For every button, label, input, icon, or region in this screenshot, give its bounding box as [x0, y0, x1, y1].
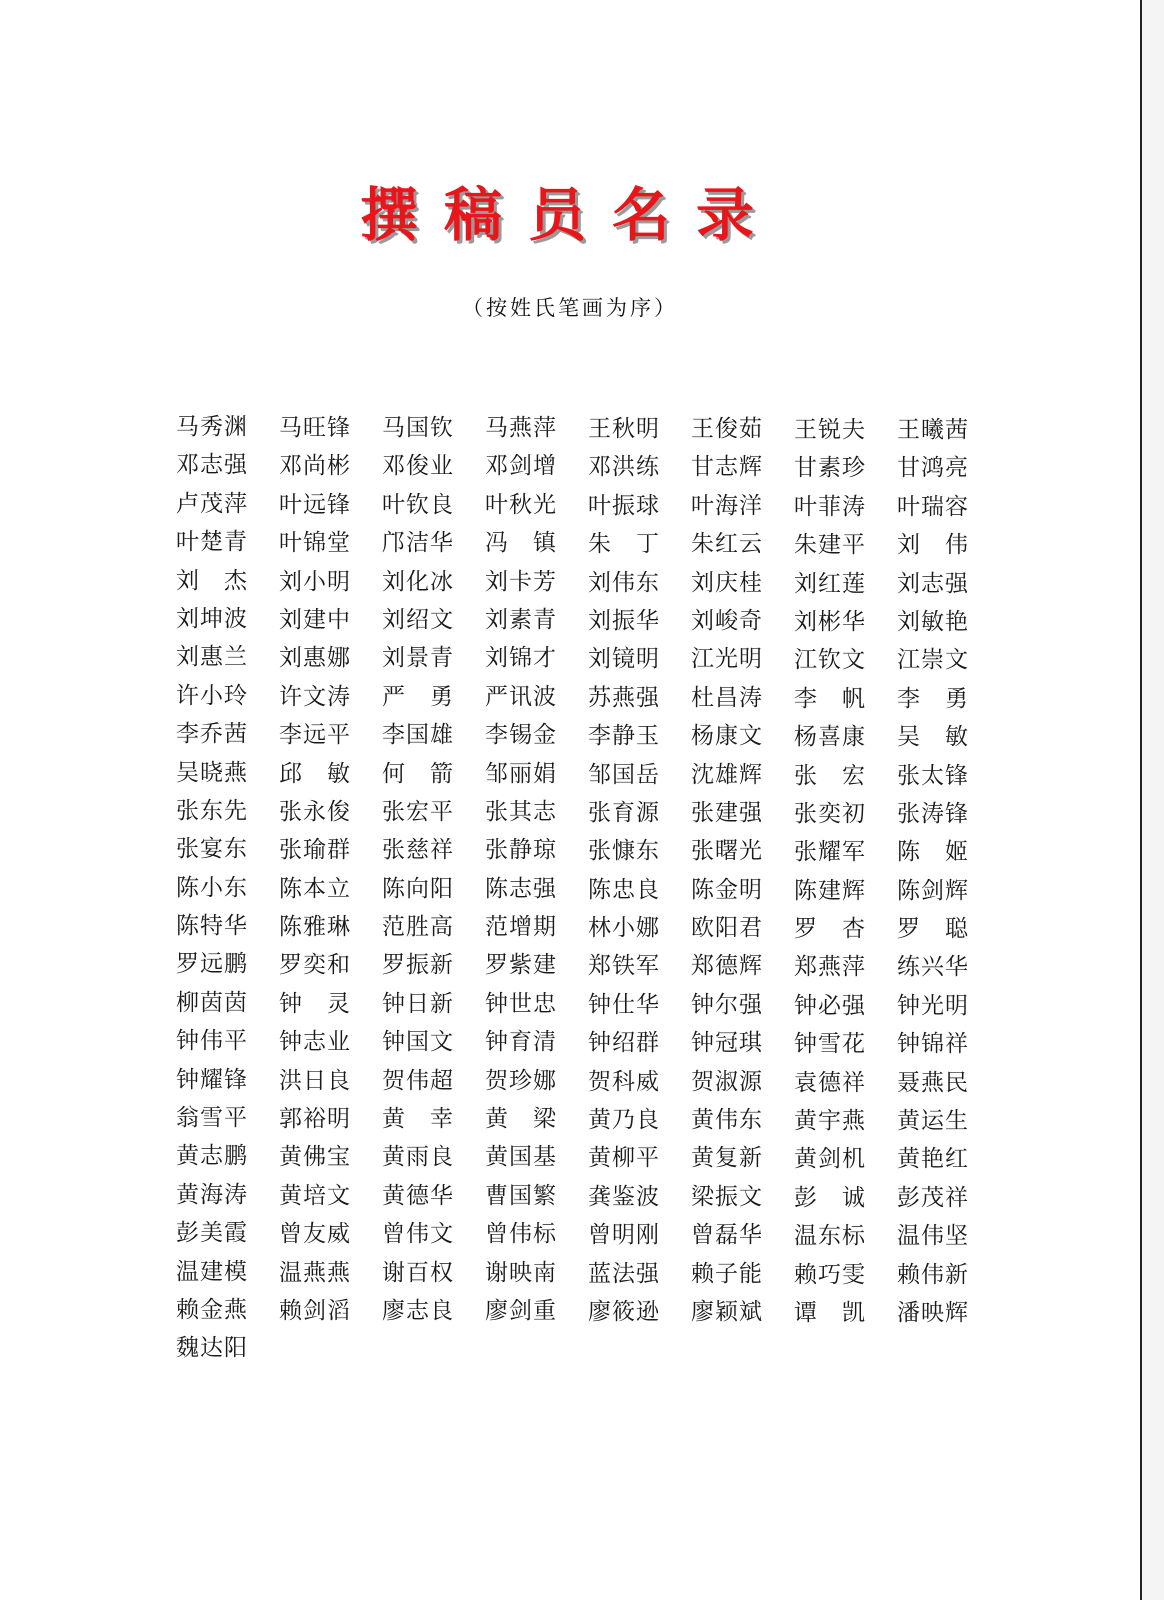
contributor-name: 李乔茜	[176, 721, 248, 748]
contributor-name: 邝洁华	[382, 530, 454, 557]
contributor-name: 罗奕和	[279, 952, 351, 979]
contributor-name: 赖子能	[691, 1260, 763, 1287]
contributor-name: 陈金明	[691, 876, 763, 903]
contributor-name: 冯 镇	[485, 530, 557, 557]
contributor-name: 赖巧雯	[794, 1261, 866, 1288]
contributor-name: 曾友威	[279, 1221, 351, 1248]
contributor-name: 黄国基	[485, 1144, 557, 1171]
contributor-name: 刘素青	[485, 606, 557, 633]
contributor-name: 郑燕萍	[794, 954, 866, 981]
contributor-name: 刘彬华	[794, 608, 866, 635]
contributor-name: 吴 敏	[897, 724, 969, 751]
contributor-name: 王曦茜	[897, 417, 969, 443]
contributor-name: 黄德华	[382, 1182, 454, 1209]
contributor-name: 黄佛宝	[279, 1144, 351, 1171]
contributor-name: 马国钦	[382, 415, 454, 441]
contributor-name: 何 箭	[382, 760, 454, 787]
contributor-name: 钟耀锋	[176, 1066, 248, 1093]
contributor-name: 钟伟平	[176, 1028, 248, 1055]
contributor-name: 邓俊业	[382, 453, 454, 480]
contributor-name: 彭 诚	[794, 1184, 866, 1211]
contributor-name: 马旺锋	[279, 415, 351, 441]
contributor-name: 张其志	[485, 798, 557, 825]
contributor-name: 曾明刚	[588, 1222, 660, 1249]
contributor-name: 彭美霞	[176, 1220, 248, 1247]
contributor-name: 廖颖斌	[691, 1298, 763, 1325]
contributor-name: 邓尚彬	[279, 453, 351, 480]
contributor-name: 黄艳红	[897, 1146, 969, 1173]
contributor-name: 罗紫建	[485, 952, 557, 979]
contributor-name: 翁雪平	[176, 1105, 248, 1132]
contributor-name: 陈小东	[176, 874, 248, 901]
contributor-name: 谢百权	[382, 1259, 454, 1286]
contributor-name: 叶远锋	[279, 491, 351, 518]
contributor-name: 苏燕强	[588, 684, 660, 711]
contributor-name: 钟育清	[485, 1029, 557, 1056]
contributor-name: 许文涛	[279, 683, 351, 710]
contributor-name: 叶秋光	[485, 491, 557, 518]
contributor-name: 罗 杏	[794, 916, 866, 943]
contributor-name: 张宴东	[176, 836, 248, 863]
contributor-name: 曾磊华	[691, 1222, 763, 1249]
contributor-name: 刘卡芳	[485, 568, 557, 595]
contributor-name: 邹丽娟	[485, 760, 557, 787]
contributor-name: 李锡金	[485, 722, 557, 749]
contributor-name: 贺淑源	[691, 1068, 763, 1095]
contributor-name: 范胜高	[382, 914, 454, 941]
contributor-name: 张瑜群	[279, 837, 351, 864]
contributor-name: 聂燕民	[897, 1069, 969, 1096]
contributor-name: 郑德辉	[691, 953, 763, 980]
contributor-name: 钟国文	[382, 1029, 454, 1056]
contributor-name: 马燕萍	[485, 415, 557, 441]
contributor-name: 杨康文	[691, 723, 763, 750]
contributor-name: 梁振文	[691, 1183, 763, 1210]
contributor-name: 范增期	[485, 914, 557, 941]
contributor-name: 张涛锋	[897, 800, 969, 827]
contributor-name: 王俊茹	[691, 416, 763, 442]
contributor-name: 钟尔强	[691, 991, 763, 1018]
contributor-name: 温燕燕	[279, 1259, 351, 1286]
contributor-name: 杜昌涛	[691, 684, 763, 711]
contributor-name: 贺伟超	[382, 1067, 454, 1094]
contributor-name: 黄 梁	[485, 1106, 557, 1133]
contributor-name: 魏达阳	[176, 1335, 248, 1362]
contributor-name: 许小玲	[176, 682, 248, 709]
contributor-name: 张慈祥	[382, 837, 454, 864]
contributor-name: 刘惠娜	[279, 645, 351, 672]
contributor-name: 刘景青	[382, 645, 454, 672]
contributor-name: 刘坤波	[176, 605, 248, 632]
page-edge	[1142, 0, 1164, 1600]
contributor-name: 贺珍娜	[485, 1067, 557, 1094]
contributor-name: 李静玉	[588, 723, 660, 750]
contributor-name: 甘鸿亮	[897, 455, 969, 482]
contributor-name: 钟必强	[794, 992, 866, 1019]
contributor-name: 郑铁军	[588, 953, 660, 980]
contributor-name: 邓志强	[176, 452, 248, 479]
contributor-name: 龚鉴波	[588, 1183, 660, 1210]
contributor-name: 廖剑重	[485, 1297, 557, 1324]
contributor-name: 谭 凯	[794, 1299, 866, 1326]
contributor-name: 王锐夫	[794, 417, 866, 443]
contributor-name: 李国雄	[382, 722, 454, 749]
contributor-name: 练兴华	[897, 954, 969, 981]
contributor-name: 柳茵茵	[176, 989, 248, 1016]
contributor-name: 温伟坚	[897, 1223, 969, 1250]
contributor-name: 林小娜	[588, 915, 660, 942]
contributor-name: 陈志强	[485, 875, 557, 902]
contributor-name: 沈雄辉	[691, 761, 763, 788]
contributor-name: 钟 灵	[279, 990, 351, 1017]
contributor-name: 陈本立	[279, 875, 351, 902]
contributor-name-list	[176, 412, 1006, 1372]
contributor-name: 贺科威	[588, 1068, 660, 1095]
contributor-name: 叶楚青	[176, 529, 248, 556]
contributor-name: 张太锋	[897, 762, 969, 789]
contributor-name: 郭裕明	[279, 1106, 351, 1133]
contributor-name: 袁德祥	[794, 1069, 866, 1096]
contributor-name: 吴晓燕	[176, 759, 248, 786]
contributor-name: 钟光明	[897, 992, 969, 1019]
contributor-name: 王秋明	[588, 416, 660, 442]
contributor-name: 钟志业	[279, 1029, 351, 1056]
contributor-name: 谢映南	[485, 1259, 557, 1286]
contributor-name: 罗远鹏	[176, 951, 248, 978]
contributor-name: 曾伟文	[382, 1221, 454, 1248]
contributor-name: 刘红莲	[794, 570, 866, 597]
contributor-name: 李远平	[279, 722, 351, 749]
contributor-name: 陈雅琳	[279, 914, 351, 941]
contributor-name: 赖伟新	[897, 1261, 969, 1288]
contributor-name: 刘敏艳	[897, 608, 969, 635]
contributor-name: 钟绍群	[588, 1030, 660, 1057]
contributor-name: 李 帆	[794, 685, 866, 712]
contributor-name: 邹国岳	[588, 761, 660, 788]
contributor-name: 黄柳平	[588, 1145, 660, 1172]
contributor-name: 温建模	[176, 1258, 248, 1285]
contributor-name: 张奕初	[794, 800, 866, 827]
contributor-name: 张耀军	[794, 839, 866, 866]
contributor-name: 刘镜明	[588, 646, 660, 673]
contributor-name: 黄乃良	[588, 1107, 660, 1134]
contributor-name: 曹国繁	[485, 1182, 557, 1209]
contributor-name: 邓剑增	[485, 453, 557, 480]
contributor-name: 钟日新	[382, 990, 454, 1017]
contributor-name: 刘化冰	[382, 568, 454, 595]
contributor-name: 刘庆桂	[691, 569, 763, 596]
contributor-name: 张慷东	[588, 838, 660, 865]
contributor-name: 江崇文	[897, 647, 969, 674]
contributor-name: 黄志鹏	[176, 1143, 248, 1170]
contributor-name: 张静琼	[485, 837, 557, 864]
contributor-name: 江钦文	[794, 647, 866, 674]
contributor-name: 刘志强	[897, 570, 969, 597]
contributor-name: 赖金燕	[176, 1296, 248, 1323]
contributor-name: 朱建平	[794, 532, 866, 559]
contributor-name: 陈建辉	[794, 877, 866, 904]
contributor-name: 张曙光	[691, 838, 763, 865]
contributor-name: 黄培文	[279, 1182, 351, 1209]
contributor-name: 张东先	[176, 797, 248, 824]
contributor-name: 陈特华	[176, 913, 248, 940]
contributor-name: 刘振华	[588, 607, 660, 634]
contributor-name: 刘 杰	[176, 567, 248, 594]
contributor-name: 廖筱逊	[588, 1298, 660, 1325]
contributor-name: 刘惠兰	[176, 644, 248, 671]
contributor-name: 陈忠良	[588, 876, 660, 903]
contributor-name: 杨喜康	[794, 724, 866, 751]
contributor-name: 甘志辉	[691, 454, 763, 481]
contributor-name: 刘绍文	[382, 606, 454, 633]
contributor-name: 陈 姬	[897, 839, 969, 866]
contributor-name: 叶锦堂	[279, 530, 351, 557]
contributor-name: 赖剑滔	[279, 1297, 351, 1324]
page-title: 撰稿员名录	[359, 181, 780, 249]
contributor-name: 刘小明	[279, 568, 351, 595]
contributor-name: 黄 幸	[382, 1106, 454, 1133]
contributor-name: 钟世忠	[485, 990, 557, 1017]
contributor-name: 黄伟东	[691, 1107, 763, 1134]
contributor-name: 李 勇	[897, 685, 969, 712]
contributor-name: 叶钦良	[382, 491, 454, 518]
contributor-name: 甘素珍	[794, 455, 866, 482]
contributor-name: 刘峻奇	[691, 607, 763, 634]
contributor-name: 钟仕华	[588, 991, 660, 1018]
contributor-name: 卢茂萍	[176, 490, 248, 517]
contributor-name: 张永俊	[279, 798, 351, 825]
contributor-name: 黄海涛	[176, 1181, 248, 1208]
contributor-name: 黄宇燕	[794, 1108, 866, 1135]
contributor-name: 廖志良	[382, 1297, 454, 1324]
contributor-name: 刘建中	[279, 606, 351, 633]
contributor-name: 黄雨良	[382, 1144, 454, 1171]
contributor-name: 张宏平	[382, 798, 454, 825]
contributor-name: 彭茂祥	[897, 1184, 969, 1211]
contributor-name: 洪日良	[279, 1067, 351, 1094]
contributor-name: 刘 伟	[897, 532, 969, 559]
contributor-name: 黄剑机	[794, 1146, 866, 1173]
contributor-name: 温东标	[794, 1223, 866, 1250]
contributor-name: 蓝法强	[588, 1260, 660, 1287]
contributor-name: 邱 敏	[279, 760, 351, 787]
contributor-name: 曾伟标	[485, 1221, 557, 1248]
contributor-name: 黄运生	[897, 1108, 969, 1135]
contributor-name: 张 宏	[794, 762, 866, 789]
contributor-name: 张育源	[588, 799, 660, 826]
contributor-name: 马秀渊	[176, 414, 248, 440]
contributor-name: 黄复新	[691, 1145, 763, 1172]
contributor-name: 钟雪花	[794, 1031, 866, 1058]
page-subtitle: （按姓氏笔画为序）	[462, 296, 678, 320]
contributor-name: 严讯波	[485, 683, 557, 710]
contributor-name: 江光明	[691, 646, 763, 673]
contributor-name: 严 勇	[382, 683, 454, 710]
contributor-name: 陈剑辉	[897, 877, 969, 904]
contributor-name: 邓洪练	[588, 454, 660, 481]
contributor-name: 刘锦才	[485, 645, 557, 672]
contributor-name: 叶菲涛	[794, 493, 866, 520]
contributor-name: 陈向阳	[382, 875, 454, 902]
contributor-name: 叶振球	[588, 492, 660, 519]
contributor-name: 欧阳君	[691, 915, 763, 942]
contributor-name: 张建强	[691, 799, 763, 826]
contributor-name: 朱 丁	[588, 531, 660, 558]
contributor-name: 钟锦祥	[897, 1031, 969, 1058]
contributor-name: 潘映辉	[897, 1299, 969, 1326]
contributor-name: 罗振新	[382, 952, 454, 979]
contributor-name: 朱红云	[691, 531, 763, 558]
contributor-name: 罗 聪	[897, 916, 969, 943]
contributor-name: 叶海洋	[691, 492, 763, 519]
contributor-name: 叶瑞容	[897, 493, 969, 520]
contributor-name: 钟冠琪	[691, 1030, 763, 1057]
contributor-name: 刘伟东	[588, 569, 660, 596]
